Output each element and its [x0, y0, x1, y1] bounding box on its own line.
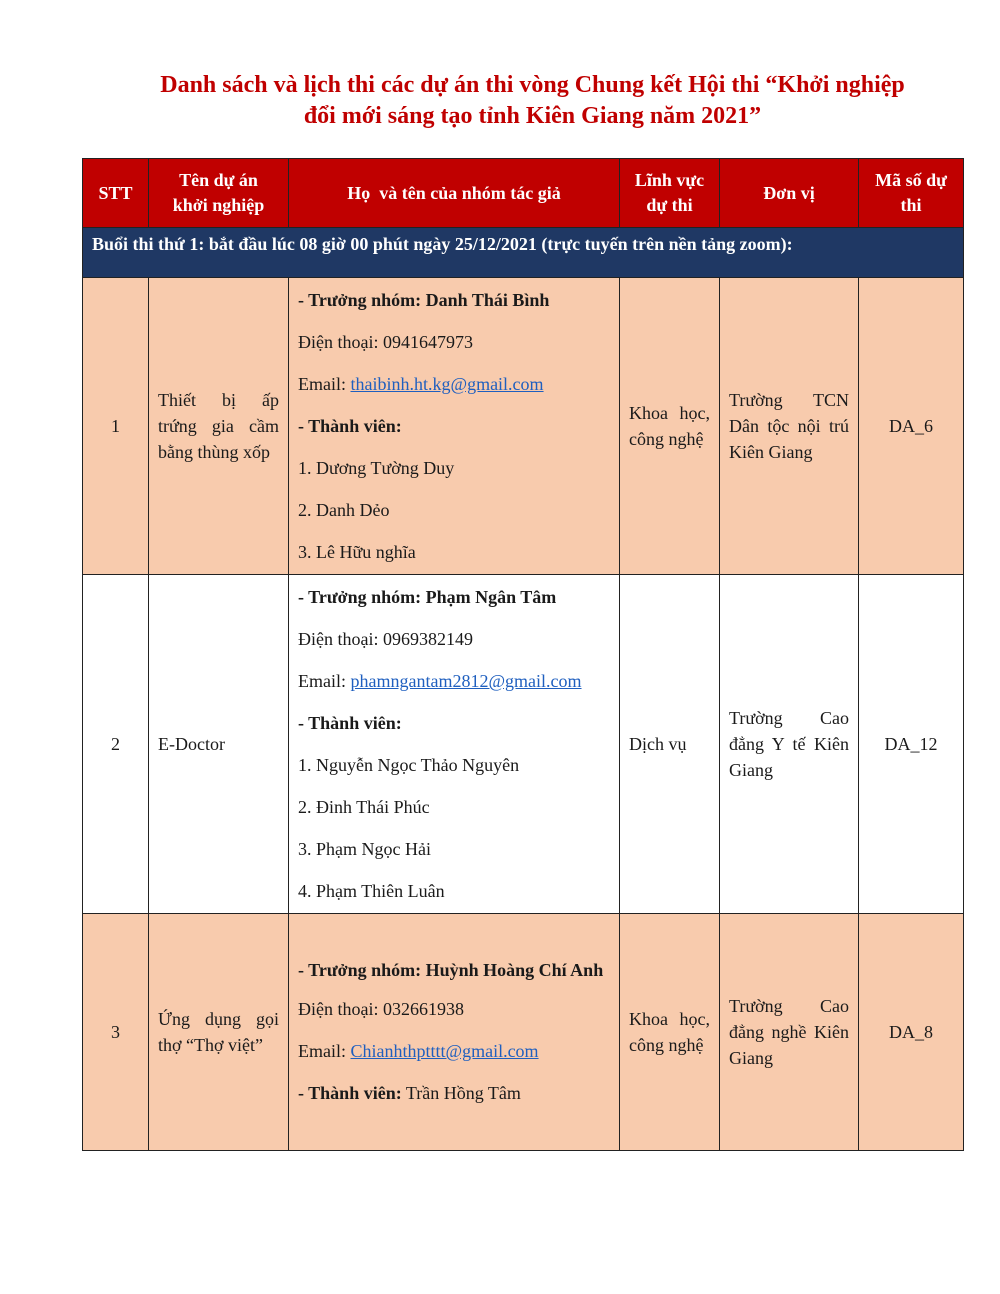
email-link[interactable]: Chianhthptttt@gmail.com — [350, 1041, 539, 1061]
title-line-2: đổi mới sáng tạo tỉnh Kiên Giang năm 2021” — [303, 103, 762, 129]
phone-label: Điện thoại: — [298, 999, 383, 1019]
email-label: Email: — [298, 374, 351, 394]
member-item: 1. Nguyễn Ngọc Thảo Nguyên — [298, 755, 520, 775]
phone-label: Điện thoại: — [298, 332, 383, 352]
members-label: - Thành viên: — [298, 416, 402, 436]
row-field: Dịch vụ — [620, 575, 720, 914]
email-link[interactable]: thaibinh.ht.kg@gmail.com — [350, 374, 544, 394]
row-stt: 2 — [83, 575, 149, 914]
row-code: DA_8 — [859, 914, 964, 1151]
header-project — [149, 159, 289, 228]
header-stt: STT — [83, 159, 149, 228]
member-item: 4. Phạm Thiên Luân — [298, 881, 445, 901]
email-label: Email: — [298, 1041, 351, 1061]
member-item: Trần Hồng Tâm — [405, 1083, 521, 1103]
phone-number: 0941647973 — [382, 332, 473, 352]
row-authors — [289, 575, 620, 914]
phone-number: 0969382149 — [382, 629, 473, 649]
member-item: 3. Phạm Ngọc Hải — [298, 839, 431, 859]
table-row — [83, 278, 964, 575]
header-field-line1: Lĩnh vực — [634, 170, 705, 190]
member-item: 1. Dương Tường Duy — [298, 458, 455, 478]
row-unit: Trường Cao đẳng nghề Kiên Giang — [720, 914, 859, 1151]
row-project: Thiết bị ấp trứng gia cầm bằng thùng xốp — [149, 278, 289, 575]
row-project: E-Doctor — [149, 575, 289, 914]
phone-line — [298, 328, 610, 356]
phone-label: Điện thoại: — [298, 629, 383, 649]
table-header-row — [83, 159, 964, 228]
header-authors: Họ và tên của nhóm tác giả — [289, 159, 620, 228]
row-unit: Trường TCN Dân tộc nội trú Kiên Giang — [720, 278, 859, 575]
row-code: DA_12 — [859, 575, 964, 914]
header-code — [859, 159, 964, 228]
header-project-line2: khởi nghiệp — [172, 195, 265, 215]
header-field-line2: dự thi — [646, 195, 693, 215]
row-field: Khoa học, công nghệ — [620, 278, 720, 575]
row-project: Ứng dụng gọi thợ “Thợ việt” — [149, 914, 289, 1151]
schedule-table — [82, 158, 964, 1151]
member-item: 2. Danh Dẻo — [298, 500, 390, 520]
phone-line — [298, 995, 610, 1023]
session-1-text: Buổi thi thứ 1: bắt đầu lúc 08 giờ 00 phút ngày 25/12/2021 (trực tuyến trên nền tảng zoom): — [83, 228, 964, 278]
header-unit: Đơn vị — [720, 159, 859, 228]
team-leader: - Trưởng nhóm: Danh Thái Bình — [298, 290, 550, 310]
header-code-line2: thi — [900, 195, 922, 215]
title-line-1: Danh sách và lịch thi các dự án thi vòng Chung kết Hội thi “Khởi nghiệp — [160, 72, 905, 98]
members-label: - Thành viên: — [298, 1083, 402, 1103]
row-stt: 1 — [83, 278, 149, 575]
team-leader: - Trưởng nhóm: Phạm Ngân Tâm — [298, 587, 557, 607]
team-leader: - Trưởng nhóm: Huỳnh Hoàng Chí Anh — [298, 960, 604, 980]
document-title — [80, 70, 985, 132]
header-field — [620, 159, 720, 228]
phone-number: 032661938 — [382, 999, 464, 1019]
table-row — [83, 575, 964, 914]
email-line — [298, 667, 610, 695]
email-label: Email: — [298, 671, 351, 691]
members-label: - Thành viên: — [298, 713, 402, 733]
session-row — [83, 228, 964, 278]
member-item: 3. Lê Hữu nghĩa — [298, 542, 416, 562]
table-row — [83, 914, 964, 1151]
row-unit: Trường Cao đẳng Y tế Kiên Giang — [720, 575, 859, 914]
phone-line — [298, 625, 610, 653]
email-line — [298, 370, 610, 398]
members-line — [298, 1079, 610, 1107]
row-code: DA_6 — [859, 278, 964, 575]
email-line — [298, 1037, 610, 1065]
email-link[interactable]: phamngantam2812@gmail.com — [350, 671, 582, 691]
row-authors — [289, 914, 620, 1151]
header-code-line1: Mã số dự — [875, 170, 947, 190]
header-project-line1: Tên dự án — [179, 170, 258, 190]
row-field: Khoa học, công nghệ — [620, 914, 720, 1151]
row-stt: 3 — [83, 914, 149, 1151]
row-authors — [289, 278, 620, 575]
member-item: 2. Đinh Thái Phúc — [298, 797, 430, 817]
